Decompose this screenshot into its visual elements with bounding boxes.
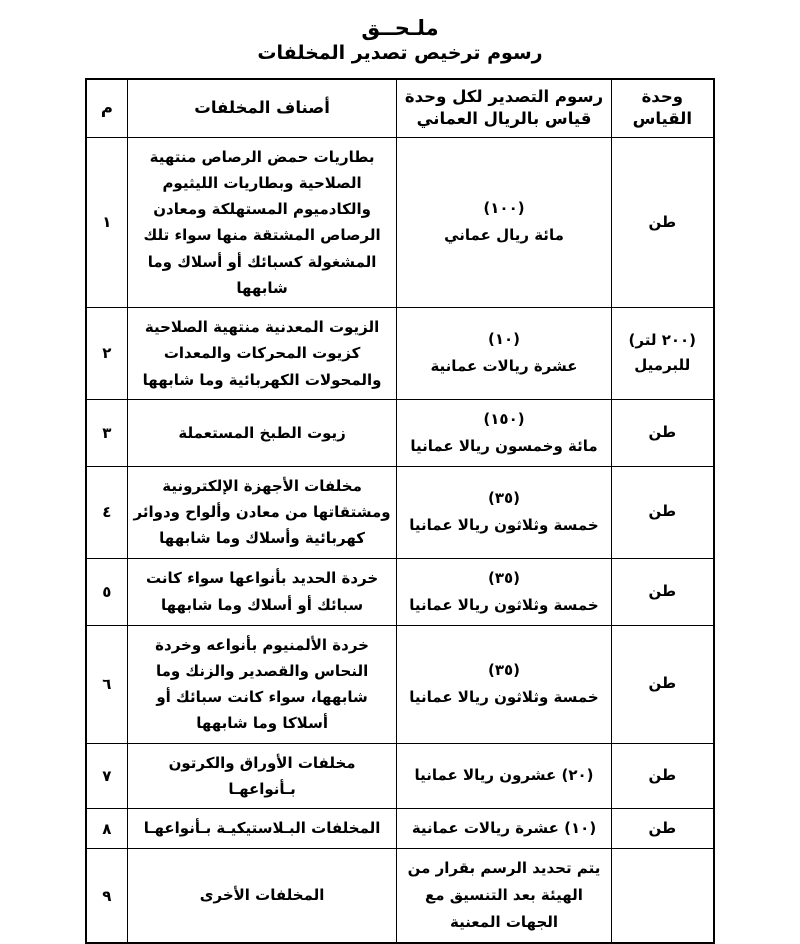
cell-unit: (٢٠٠ لتر) للبرميل [611,308,714,400]
page-subtitle: رسوم ترخيص تصدير المخلفات [257,42,543,64]
export-fees-table [85,78,715,944]
cell-fee [397,399,611,466]
fee-words: خمسة وثلاثون ريالا عمانيا [409,516,599,535]
page-title: ملـحــق [361,16,439,40]
table-row [86,558,714,625]
cell-category: خردة الحديد بأنواعها سواء كانت سبائك أو أسلاك وما شابهها [127,558,397,625]
fee-words: عشرون ريالا عمانيا [414,766,557,785]
fee-words: يتم تحديد الرسم بقرار من الهيئة بعد التنسيق مع الجهات المعنية [407,859,601,932]
cell-unit: طن [611,137,714,308]
fee-amount: (١٥٠) [483,409,525,428]
fee-amount: (٢٠) [561,766,594,785]
cell-unit: طن [611,558,714,625]
table-row [86,849,714,944]
fees-table-container [85,78,715,944]
header-num: م [86,79,127,137]
cell-fee [397,625,611,743]
cell-category: الزيوت المعدنية منتهية الصلاحية كزيوت المحركات والمعدات والمحولات الكهربائية وما شابهها [127,308,397,400]
cell-category: المخلفات البـلاستيكيـة بـأنواعهـا [127,809,397,849]
table-header [86,79,714,137]
cell-fee [397,558,611,625]
cell-num: ٧ [86,743,127,809]
table-body [86,137,714,943]
cell-num: ١ [86,137,127,308]
cell-unit: طن [611,809,714,849]
table-row [86,399,714,466]
fee-amount: (١٠) [564,819,597,838]
cell-category: خردة الألمنيوم بأنواعه وخردة النحاس والقصدير والزنك وما شابهها، سواء كانت سبائك أو أسلاكا وما شابهها [127,625,397,743]
cell-fee [397,809,611,849]
header-unit: وحدة القياس [611,79,714,137]
cell-num: ٤ [86,466,127,558]
fee-words: مائة ريال عماني [444,226,564,245]
cell-category: مخلفات الأجهزة الإلكترونية ومشتقاتها من معادن وألواح ودوائر كهربائية وأسلاك وما شابهها [127,466,397,558]
table-row [86,809,714,849]
fee-amount: (١٠٠) [483,199,525,218]
fee-amount: (١٠) [487,330,521,349]
fee-words: خمسة وثلاثون ريالا عمانيا [409,595,599,614]
cell-category: المخلفات الأخرى [127,849,397,944]
cell-category: زيوت الطبخ المستعملة [127,399,397,466]
fee-words: عشرة ريالات عمانية [430,357,578,376]
cell-fee [397,743,611,809]
cell-unit: طن [611,399,714,466]
cell-unit: طن [611,466,714,558]
fee-amount: (٣٥) [487,489,521,508]
table-row [86,625,714,743]
fee-amount: (٣٥) [487,568,521,587]
cell-num: ٣ [86,399,127,466]
cell-num: ٨ [86,809,127,849]
cell-fee [397,137,611,308]
table-row [86,466,714,558]
table-row [86,137,714,308]
cell-fee [397,849,611,944]
fee-words: خمسة وثلاثون ريالا عمانيا [409,688,599,707]
fee-words: عشرة ريالات عمانية [411,819,559,838]
table-row [86,308,714,400]
header-fee: رسوم التصدير لكل وحدة قياس بالريال العماني [397,79,611,137]
cell-unit: طن [611,743,714,809]
cell-num: ٦ [86,625,127,743]
cell-num: ٩ [86,849,127,944]
fee-amount: (٣٥) [487,661,521,680]
cell-num: ٢ [86,308,127,400]
table-header-row [86,79,714,137]
cell-fee [397,308,611,400]
header-category: أصناف المخلفات [127,79,397,137]
cell-unit: طن [611,625,714,743]
cell-unit [611,849,714,944]
cell-category: بطاريات حمض الرصاص منتهية الصلاحية وبطاريات الليثيوم والكادميوم المستهلكة ومعادن الرصاص المشتقة منها سواء تلك المشغولة كسبائك أو أسلاك وما شابهها [127,137,397,308]
cell-category: مخلفات الأوراق والكرتون بـأنواعهـا [127,743,397,809]
cell-num: ٥ [86,558,127,625]
cell-fee [397,466,611,558]
fee-words: مائة وخمسون ريالا عمانيا [410,436,598,455]
table-row [86,743,714,809]
